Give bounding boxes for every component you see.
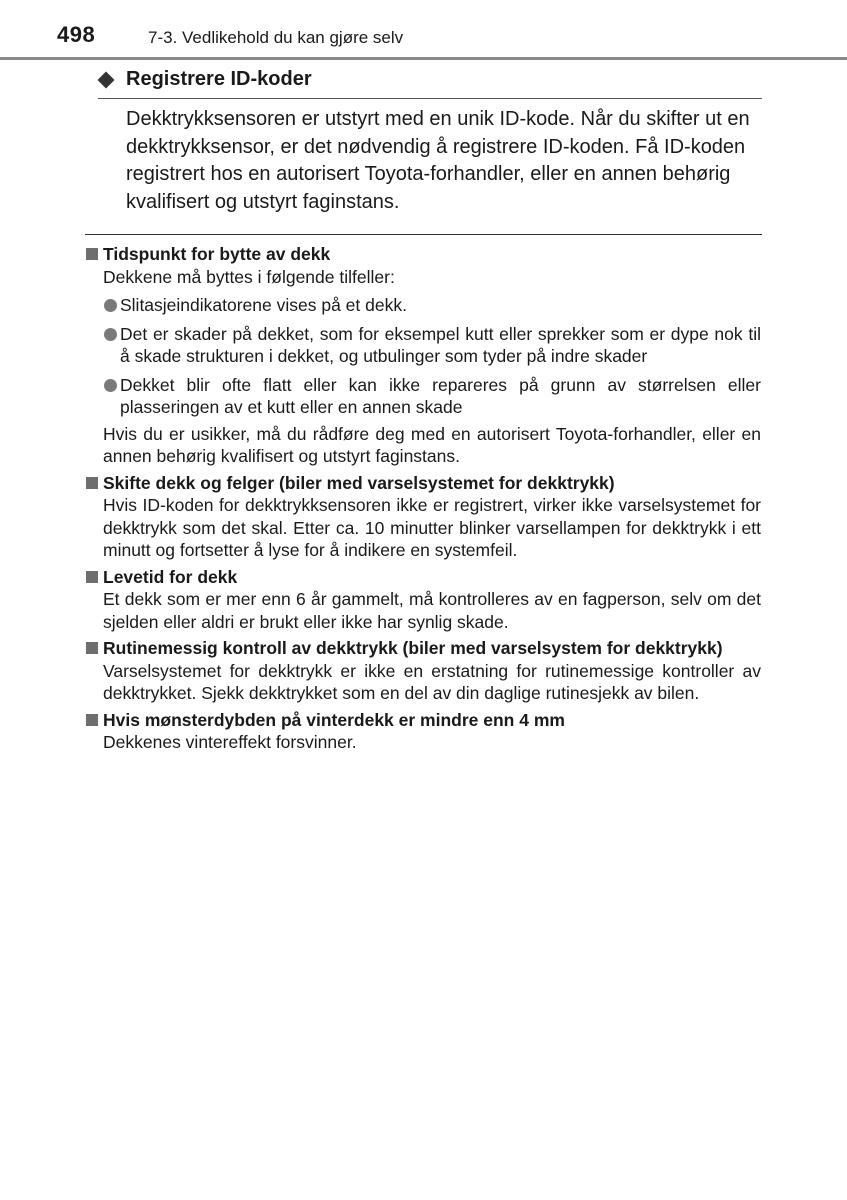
subsection-tire-replacement-timing [86,243,761,468]
subsection-heading [86,472,761,495]
bullet-list [103,294,761,419]
intro-divider [85,234,762,235]
subsection-title: Tidspunkt for bytte av dekk [103,244,331,264]
square-bullet-icon [86,642,98,654]
list-item-text: Dekket blir ofte flatt eller kan ikke repareres på grunn av størrelsen eller plasseringen av et kutt eller en annen skade [120,374,761,417]
subsection-title: Rutinemessig kontroll av dekktrykk (biler med varselsystem for dekktrykk) [103,638,723,658]
subsection-heading [86,637,761,660]
subsection-note: Hvis du er usikker, må du rådføre deg med en autorisert Toyota-forhandler, eller en annen behørig kvalifisert og utstyrt faginstans. [103,423,761,466]
square-bullet-icon [86,248,98,260]
subsections [86,243,761,754]
section-title: Registrere ID-koder [126,68,312,90]
section-intro: Dekktrykksensoren er utstyrt med en unik ID-kode. Når du skifter ut en dekktrykksensor, er det nødvendig å registrere ID-koden. Få ID-koden registrert hos en autorisert Toyota-forhandler, eller en annen behørig kvalifisert og utstyrt faginstans. [126,108,750,213]
subsection-text: Dekkene må byttes i følgende tilfeller: [103,266,395,287]
section-heading [98,68,762,99]
list-item-text: Det er skader på dekket, som for eksempel kutt eller sprekker som er dype nok til å skade strukturen i dekket, og utbulinger som tyder på indre skader [120,323,761,366]
subsection-title: Skifte dekk og felger (biler med varselsystemet for dekktrykk) [103,472,615,493]
square-bullet-icon [86,477,98,489]
subsection-winter-tread-depth [86,709,761,754]
subsection-routine-pressure-check [86,637,761,705]
header-rule [0,57,847,60]
list-item [103,374,761,419]
square-bullet-icon [86,714,98,726]
subsection-text: Et dekk som er mer enn 6 år gammelt, må kontrolleres av en fagperson, selv om det sjelden eller aldri er brukt eller ikke har synlig skade. [103,589,761,632]
subsection-heading [86,709,761,732]
subsection-heading [86,243,761,266]
circle-bullet-icon [104,299,117,312]
subsection-heading [86,566,761,589]
list-item [103,294,761,317]
chapter-title: 7-3. Vedlikehold du kan gjøre selv [148,28,404,47]
subsection-tire-lifespan [86,566,761,634]
subsection-text: Hvis ID-koden for dekktrykksensoren ikke er registrert, virker ikke varselsystemet for dekktrykk som det skal. Etter ca. 10 minutter blinker varsellampen for dekktrykk i ett minutt og fortsetter å lyse for å indikere en systemfeil. [103,495,761,560]
diamond-icon [98,72,115,89]
subsection-title: Hvis mønsterdybden på vinterdekk er mindre enn 4 mm [103,709,565,730]
page-number: 498 [57,22,96,47]
subsection-title: Levetid for dekk [103,566,238,587]
subsection-text: Dekkenes vintereffekt forsvinner. [103,732,357,752]
square-bullet-icon [86,571,98,583]
list-item-text: Slitasjeindikatorene vises på et dekk. [120,295,407,315]
subsection-text: Varselsystemet for dekktrykk er ikke en erstatning for rutinemessige kontroller av dekktrykket. Sjekk dekktrykket som en del av din daglige rutinesjekk av bilen. [103,660,761,703]
circle-bullet-icon [104,379,117,392]
list-item [103,323,761,368]
circle-bullet-icon [104,328,117,341]
subsection-changing-tires-and-wheels [86,472,761,562]
